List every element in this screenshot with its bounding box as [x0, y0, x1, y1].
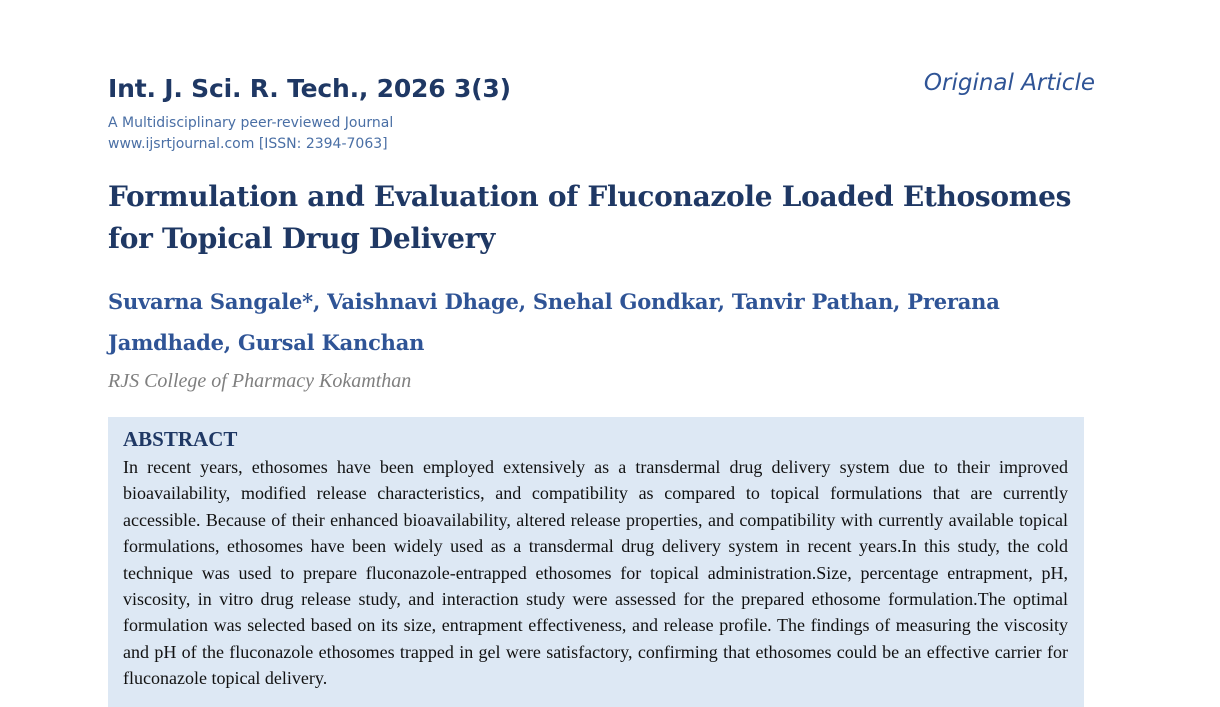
affiliation: RJS College of Pharmacy Kokamthan [108, 370, 412, 392]
paper-title: Formulation and Evaluation of Fluconazole Loaded Ethosomes for Topical Drug Delivery [108, 180, 1072, 255]
abstract-heading: ABSTRACT [123, 427, 238, 451]
journal-title: Int. J. Sci. R. Tech., 2026 3(3) [108, 74, 511, 103]
journal-tagline: A Multidisciplinary peer-reviewed Journal [108, 115, 394, 131]
author-list: Suvarna Sangale*, Vaishnavi Dhage, Snehal Gondkar, Tanvir Pathan, Prerana Jamdhade, Gursal Kanchan [108, 289, 1000, 355]
abstract-section [108, 417, 1084, 707]
journal-website[interactable]: www.ijsrtjournal.com [ISSN: 2394-7063] [108, 136, 388, 152]
abstract-body: In recent years, ethosomes have been employed extensively as a transdermal drug delivery system due to their improved bioavailability, modified release characteristics, and compatibility as compared to topical formulations that are currently accessible. Because of their enhanced bioavailability, altered release properties, and compatibility with currently available topical formulations, ethosomes have been widely used as a transdermal drug delivery system in recent years.In this study, the cold technique was used to prepare fluconazole-entrapped ethosomes for topical administration.Size, percentage entrapment, pH, viscosity, in vitro drug release study, and interaction study were assessed for the prepared ethosome formulation.The optimal formulation was selected based on its size, entrapment effectiveness, and release profile. The findings of measuring the viscosity and pH of the fluconazole ethosomes trapped in gel were satisfactory, confirming that ethosomes could be an effective carrier for fluconazole topical delivery. [123, 457, 1068, 689]
journal-info [108, 113, 393, 155]
article-type-label: Original Article [923, 70, 1095, 96]
